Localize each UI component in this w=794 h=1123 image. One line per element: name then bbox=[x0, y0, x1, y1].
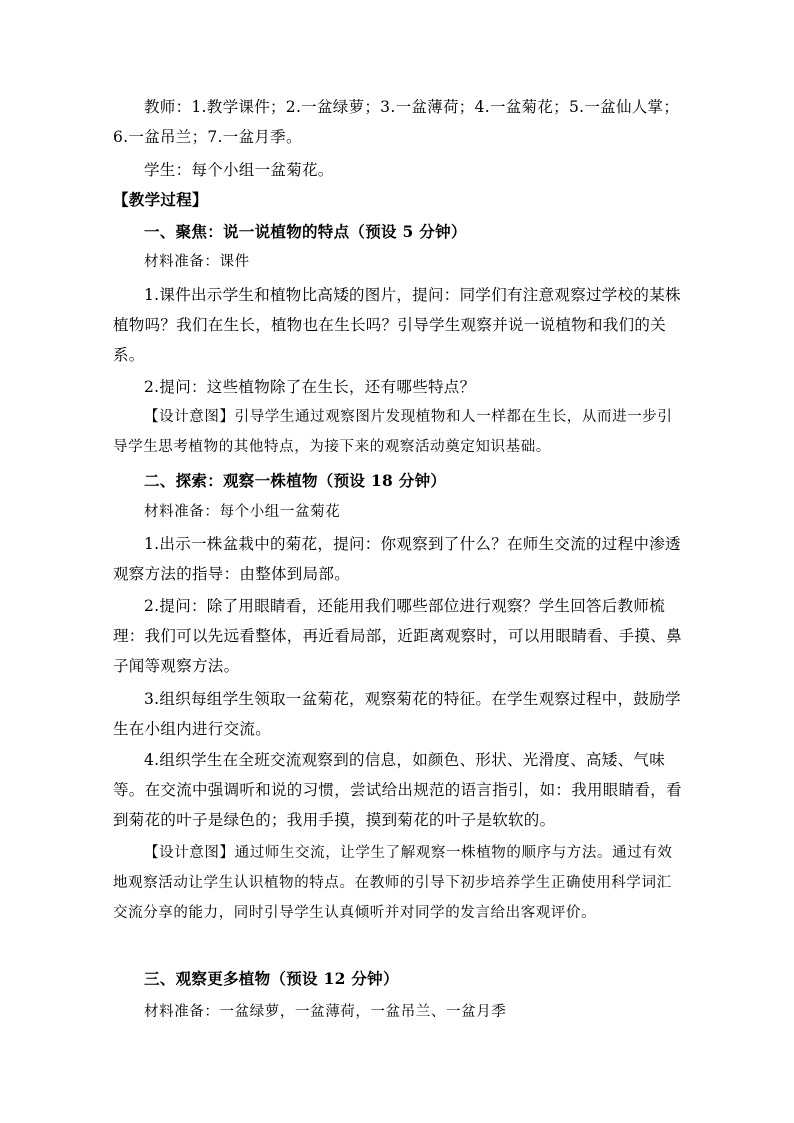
part2-design-intent: 【设计意图】通过师生交流，让学生了解观察一株植物的顺序与方法。通过有效地观察活动让学生认识植物的特点。在教师的引导下初步培养学生正确使用科学词汇交流分享的能力，同时引导学生认真倾听并对同学的发言给出客观评价。 bbox=[113, 845, 673, 921]
part2-step2: 2.提问：除了用眼睛看，还能用我们哪些部位进行观察？学生回答后教师梳理：我们可以先远看整体，再近看局部，近距离观察时，可以用眼睛看、手摸、鼻子闻等观察方法。 bbox=[113, 597, 682, 675]
part2-step4: 4.组织学生在全班交流观察到的信息，如颜色、形状、光滑度、高矮、气味等。在交流中强调听和说的习惯，尝试给出规范的语言指引，如：我用眼睛看，看到菊花的叶子是绿色的；我用手摸，摸到菊花的叶子是软软的。 bbox=[113, 751, 682, 829]
part1-step2: 2.提问：这些植物除了在生长，还有哪些特点？ bbox=[144, 378, 476, 396]
part1-heading: 一、聚焦：说一说植物的特点（预设 5 分钟） bbox=[144, 222, 467, 241]
part2-materials: 材料准备：每个小组一盆菊花 bbox=[144, 504, 341, 520]
part3-heading: 三、观察更多植物（预设 12 分钟） bbox=[144, 969, 399, 988]
part1-design-intent: 【设计意图】引导学生通过观察图片发现植物和人一样都在生长，从而进一步引导学生思考植物的其他特点，为接下来的观察活动奠定知识基础。 bbox=[113, 409, 673, 455]
student-materials: 学生：每个小组一盆菊花。 bbox=[144, 161, 334, 179]
section-heading-process: 【教学过程】 bbox=[113, 190, 208, 209]
part1-step1: 1.课件出示学生和植物比高矮的图片，提问：同学们有注意观察过学校的某株植物吗？我们在生长，植物也在生长吗？引导学生观察并说一说植物和我们的关系。 bbox=[113, 286, 681, 364]
teacher-materials: 教师：1.教学课件；2.一盆绿萝；3.一盆薄荷；4.一盆菊花；5.一盆仙人掌；6.一盆吊兰；7.一盆月季。 bbox=[113, 98, 680, 146]
part2-step3: 3.组织每组学生领取一盆菊花，观察菊花的特征。在学生观察过程中，鼓励学生在小组内进行交流。 bbox=[113, 690, 681, 738]
part3-materials: 材料准备：一盆绿萝，一盆薄荷，一盆吊兰、一盆月季 bbox=[144, 1004, 507, 1020]
part2-heading: 二、探索：观察一株植物（预设 18 分钟） bbox=[144, 471, 447, 490]
part1-materials: 材料准备：课件 bbox=[144, 254, 250, 270]
part2-step1: 1.出示一株盆栽中的菊花，提问：你观察到了什么？在师生交流的过程中渗透观察方法的指导：由整体到局部。 bbox=[113, 535, 681, 583]
